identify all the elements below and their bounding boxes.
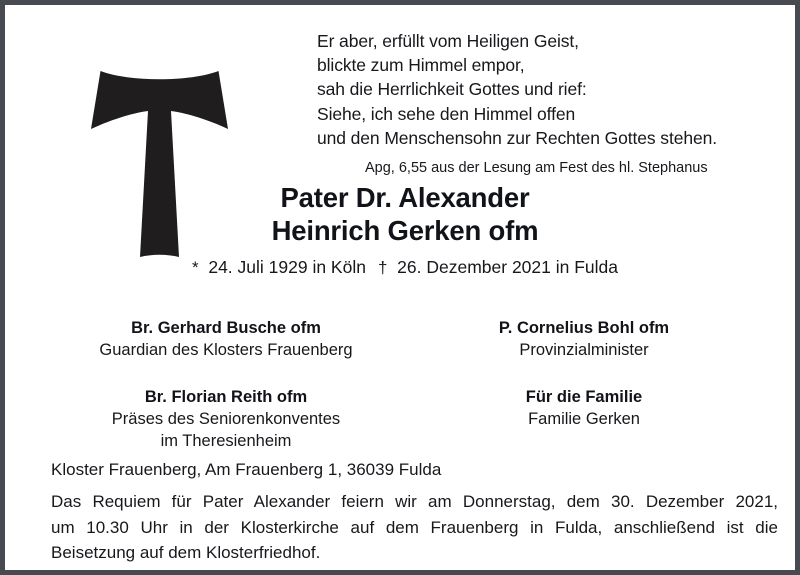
life-dates — [5, 256, 800, 279]
requiem-line: Das Requiem für Pater Alexander feiern wir am Donnerstag, dem 30. Dezember 2021, — [51, 492, 778, 511]
quote-line: blickte zum Himmel empor, — [317, 55, 525, 76]
birth-date: 24. Juli 1929 in Köln — [208, 257, 366, 277]
death-dagger-icon: † — [377, 258, 388, 277]
quote-line: Er aber, erfüllt vom Heiligen Geist, — [317, 31, 579, 51]
signatory-role: Guardian des Klosters Frauenberg — [99, 341, 353, 359]
deceased-name-line-2: Heinrich Gerken ofm — [271, 215, 539, 246]
signatory-entry — [405, 318, 763, 361]
birth-star-icon: * — [191, 258, 199, 277]
death-date: 26. Dezember 2021 in Fulda — [397, 257, 618, 277]
signatory-role: Familie Gerken — [528, 410, 640, 428]
quote-line: sah die Herrlichkeit Gottes und rief: — [317, 79, 587, 100]
signatory-name: Br. Florian Reith ofm — [144, 388, 308, 406]
requiem-line: Beisetzung auf dem Klosterfriedhof. — [51, 543, 321, 562]
signatories-left-column — [47, 318, 405, 452]
signatory-name: P. Cornelius Bohl ofm — [498, 319, 670, 337]
deceased-name-block — [5, 181, 800, 279]
signatory-name: Für die Familie — [525, 388, 643, 406]
scripture-quote — [317, 29, 787, 178]
signatory-entry — [47, 387, 405, 452]
signatory-entry — [405, 387, 763, 430]
signatories-right-column — [405, 318, 763, 452]
signatory-role: Provinzialminister — [519, 341, 649, 359]
signatory-name: Br. Gerhard Busche ofm — [131, 319, 321, 337]
monastery-address: Kloster Frauenberg, Am Frauenberg 1, 36039 Fulda — [51, 460, 442, 479]
signatories-block — [47, 318, 763, 452]
requiem-line: um 10.30 Uhr in der Klosterkirche auf dem Frauenberg in Fulda, anschließend ist die — [51, 517, 778, 537]
signatory-role: Präses des Seniorenkonventes — [111, 410, 341, 428]
quote-citation: Apg, 6,55 aus der Lesung am Fest des hl. Stephanus — [365, 160, 708, 177]
deceased-name-line-1: Pater Dr. Alexander — [280, 182, 530, 213]
notice-page — [5, 5, 795, 570]
requiem-details — [51, 489, 778, 566]
signatory-role: im Theresienheim — [160, 432, 292, 450]
signatory-entry — [47, 318, 405, 361]
quote-line: Siehe, ich sehe den Himmel offen — [317, 103, 576, 124]
quote-line: und den Menschensohn zur Rechten Gottes stehen. — [317, 127, 718, 148]
